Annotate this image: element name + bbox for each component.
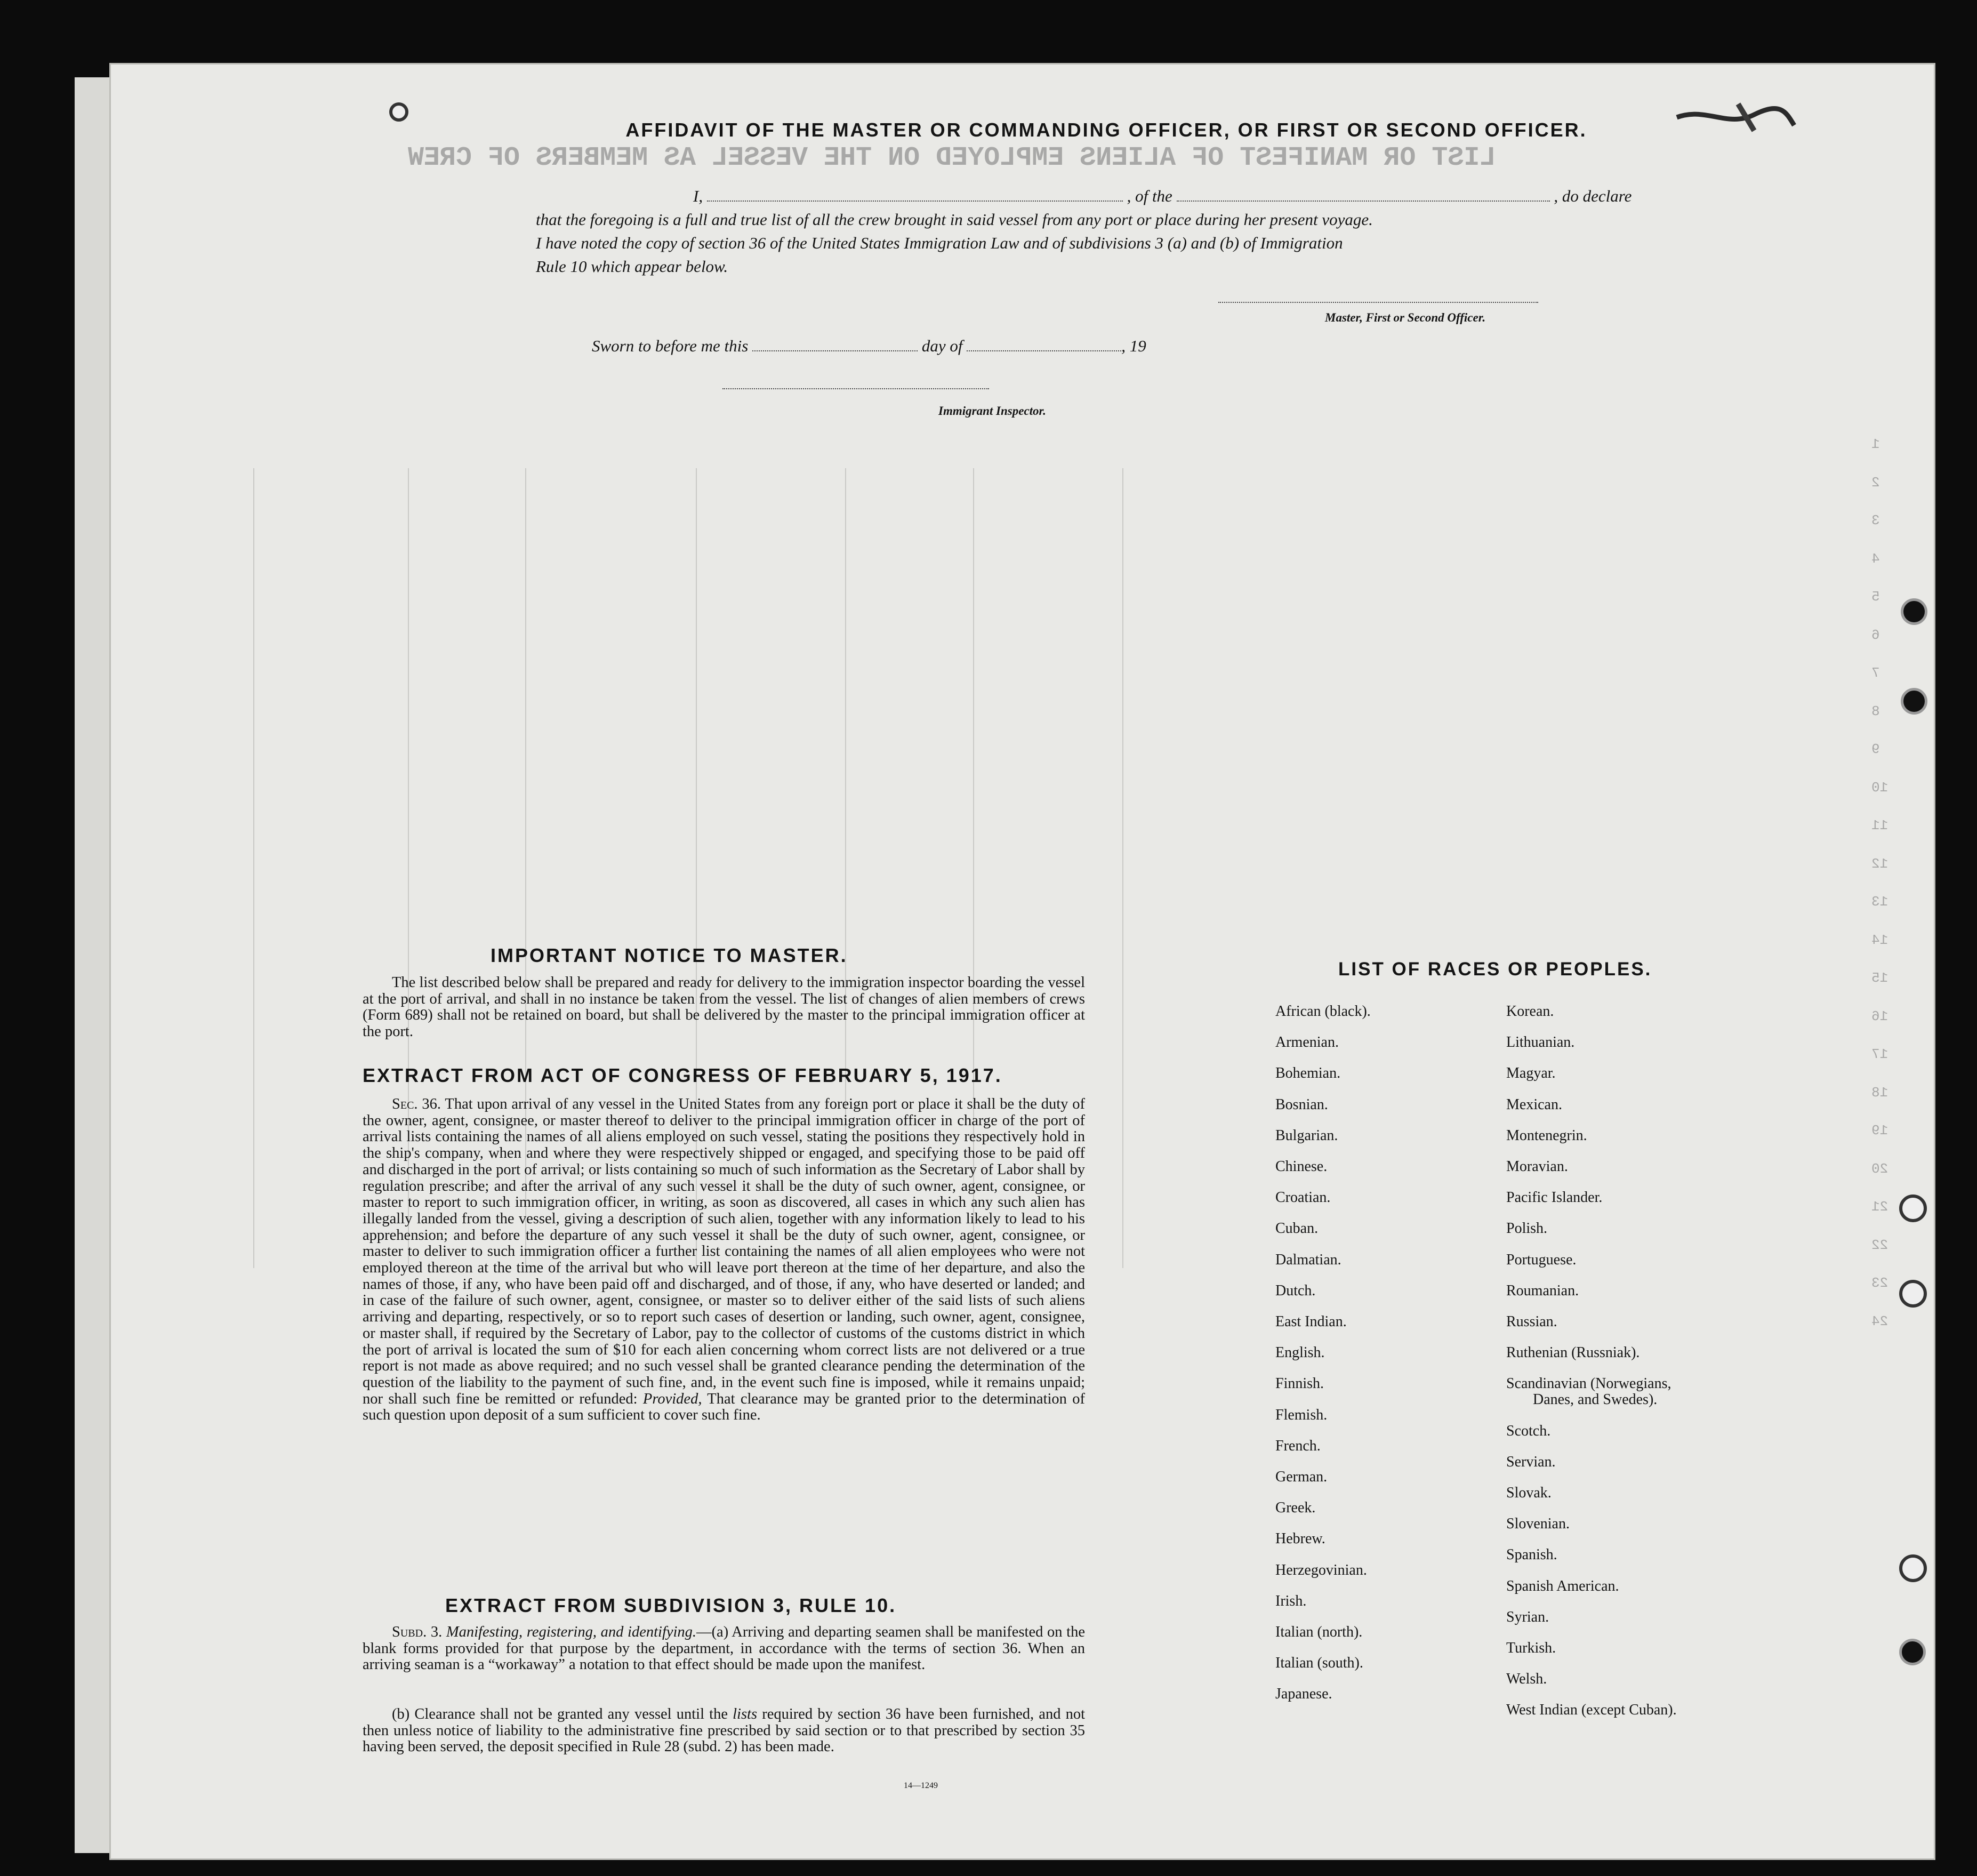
name-blank[interactable] (707, 201, 1123, 202)
race-item: Bosnian. (1275, 1096, 1328, 1113)
subd-para-b-lists: lists (733, 1706, 758, 1722)
bleed-row-number: 23 (1871, 1275, 1888, 1291)
race-item: Ruthenian (Russniak). (1506, 1344, 1640, 1361)
affidavit-title: AFFIDAVIT OF THE MASTER OR COMMANDING OFFICER, OR FIRST OR SECOND OFFICER. (625, 119, 1587, 141)
race-item: Montenegrin. (1506, 1127, 1587, 1144)
subd-heading: Manifesting, registering, and identifying. (446, 1624, 697, 1640)
sworn-year: , 19 (1121, 336, 1146, 355)
race-item: Flemish. (1275, 1406, 1328, 1423)
race-item: Dalmatian. (1275, 1251, 1341, 1268)
bleed-row-number: 7 (1871, 665, 1880, 681)
master-signature-line[interactable] (1218, 302, 1538, 303)
affidavit-line-3: I have noted the copy of section 36 of the United States Immigration Law and of subdivisions 3 (a) and (b) of Immigration (536, 234, 1343, 252)
punch-hole (1901, 598, 1927, 625)
affidavit-of-the: , of the (1127, 187, 1172, 205)
subdivision-para-b (363, 1706, 1085, 1755)
race-item: Cuban. (1275, 1220, 1319, 1237)
bleed-row-number: 11 (1871, 817, 1888, 833)
punch-hole (1899, 1554, 1927, 1582)
inspector-signature-label: Immigrant Inspector. (938, 404, 1046, 418)
notice-title: IMPORTANT NOTICE TO MASTER. (491, 944, 848, 966)
bleed-row-number: 13 (1871, 894, 1888, 910)
race-item: Syrian. (1506, 1608, 1549, 1625)
race-item: Korean. (1506, 1003, 1554, 1020)
sworn-line (592, 336, 1146, 356)
bleed-row-number: 2 (1871, 474, 1880, 491)
race-item: Italian (north). (1275, 1624, 1363, 1640)
affidavit-do-declare: , do declare (1554, 187, 1632, 205)
form-number: 14—1249 (904, 1781, 938, 1790)
race-item: Polish. (1506, 1220, 1548, 1237)
race-item: Moravian. (1506, 1158, 1568, 1175)
race-item: Welsh. (1506, 1671, 1547, 1688)
bleed-row-number: 22 (1871, 1237, 1888, 1253)
bleed-row-number: 16 (1871, 1008, 1888, 1024)
race-item: Lithuanian. (1506, 1034, 1575, 1051)
race-item: Servian. (1506, 1453, 1556, 1470)
race-item: Magyar. (1506, 1065, 1556, 1082)
punch-hole (389, 102, 408, 122)
race-item: Dutch. (1275, 1282, 1316, 1299)
binding-string (1674, 101, 1797, 133)
races-title: LIST OF RACES OR PEOPLES. (1338, 959, 1652, 980)
bleed-through-heading: LIST OR MANIFEST OF ALIENS EMPLOYED ON THE VESSEL AS MEMBERS OF CREW (408, 143, 1496, 173)
section-36-text-end: That clearance may be granted prior to the determination of such question upon deposit of a sum sufficient to cover such fine. (363, 1390, 1085, 1424)
subd-para-b-end: required by section 36 have been furnished, and not then unless notice of liability to the administrative fine prescribed by said section or to that prescribed by section 35 having been served, the deposit specified in Rule 28 (subd. 2) has been made. (363, 1706, 1086, 1755)
race-item: Roumanian. (1506, 1282, 1579, 1299)
bleed-row-number: 18 (1871, 1084, 1888, 1101)
sworn-day-of: day of (921, 336, 963, 355)
affidavit-line-1 (693, 187, 1632, 206)
master-signature-label: Master, First or Second Officer. (1325, 311, 1486, 324)
race-item: Spanish American. (1506, 1577, 1619, 1594)
subd-label: Subd. 3. (392, 1624, 443, 1640)
bleed-row-number: 10 (1871, 779, 1888, 796)
bleed-row-number: 20 (1871, 1160, 1888, 1177)
section-36-text: That upon arrival of any vessel in the United States from any foreign port or place it shall be the duty of the owner, agent, consignee, or master thereof to deliver to the principal immigration officer in charge of the port of arrival lists containing the names of all aliens employed on such vessel, stating the positions they respectively hold in the ship's company, when and where they were respectively shipped or engaged, and specifying those to be paid off and discharged in the port of arrival; or lists containing so much of such information as the Secretary of Labor shall by regulation prescribe; and after the arrival of any such vessel it shall be the duty of such owner, agent, consignee, or master to report to such immigration officer, in writing, as soon as discovered, all cases in which any such alien has illegally landed from the vessel, giving a description of such alien, together with any information likely to lead to his apprehension; and before the departure of any such vessel it shall be the duty of such owner, agent, consignee, or master to deliver to such immigration officer a further list containing the names of all alien employees who were not employed thereon at the time of the arrival but who will leave port thereon at the time of her departure, and also the names of those, if any, who have been paid off and discharged, and of those, if any, who have deserted or landed; and in case of the failure of such owner, agent, consignee, or master so to deliver either of the said lists of such aliens arriving and departing, respectively, or so to report such cases of desertion or landing, such owner, agent, consignee, or master shall, if required by the Secretary of Labor, pay to the collector of customs of the customs district in which the port of arrival is located the sum of $10 for each alien concerning whom correct lists are not delivered or a true report is not made as above required; and no such vessel shall be granted clearance pending the determination of the question of the liability to the payment of such fine, and, in the event such fine is imposed, while it remains unpaid; nor shall such fine be remitted or refunded: (363, 1096, 1085, 1407)
punch-hole (1899, 1280, 1927, 1308)
sworn-day-blank[interactable] (752, 350, 918, 351)
race-item: German. (1275, 1469, 1328, 1485)
race-item: Scotch. (1506, 1422, 1551, 1439)
bleed-row-number: 17 (1871, 1046, 1888, 1062)
bleed-row-number: 1 (1871, 436, 1880, 452)
affidavit-i: I, (693, 187, 703, 205)
race-item: Italian (south). (1275, 1655, 1363, 1672)
punch-hole (1899, 1194, 1927, 1222)
race-item: Bohemian. (1275, 1065, 1341, 1082)
bleed-row-number: 8 (1871, 703, 1880, 719)
bleed-row-number: 9 (1871, 741, 1880, 757)
race-item: Bulgarian. (1275, 1127, 1338, 1144)
race-item: Scandinavian (Norwegians, (1506, 1375, 1671, 1392)
race-item: West Indian (except Cuban). (1506, 1702, 1677, 1719)
provided-label: Provided, (642, 1390, 702, 1407)
race-item: Japanese. (1275, 1686, 1332, 1703)
race-item: English. (1275, 1344, 1325, 1361)
sworn-text: Sworn to before me this (592, 336, 749, 355)
punch-hole (1901, 688, 1927, 715)
race-item: African (black). (1275, 1003, 1371, 1020)
race-item: Danes, and Swedes). (1533, 1391, 1658, 1408)
race-item: Irish. (1275, 1592, 1307, 1609)
race-item: Portuguese. (1506, 1251, 1577, 1268)
race-item: Armenian. (1275, 1034, 1339, 1051)
affidavit-line-2: that the foregoing is a full and true list of all the crew brought in said vessel from any port or place during her present voyage. (536, 210, 1373, 229)
underlying-sheet-edge (75, 77, 112, 1853)
subdivision-title: EXTRACT FROM SUBDIVISION 3, RULE 10. (445, 1594, 897, 1616)
vessel-blank[interactable] (1177, 201, 1550, 202)
bleed-row-number: 3 (1871, 512, 1880, 528)
bleed-row-number: 12 (1871, 855, 1888, 872)
race-item: Herzegovinian. (1275, 1561, 1367, 1578)
bleed-row-number: 19 (1871, 1123, 1888, 1139)
race-item: Russian. (1506, 1313, 1557, 1330)
punch-hole (1899, 1639, 1926, 1665)
race-item: Spanish. (1506, 1546, 1557, 1564)
race-item: Greek. (1275, 1500, 1316, 1517)
bleed-row-number: 24 (1871, 1313, 1888, 1329)
subd-para-b-start: (b) Clearance shall not be granted any vessel until the (392, 1706, 728, 1722)
act-extract-title: EXTRACT FROM ACT OF CONGRESS OF FEBRUARY 5, 1917. (363, 1064, 1002, 1086)
bleed-row-number: 5 (1871, 589, 1880, 605)
race-item: Mexican. (1506, 1096, 1562, 1113)
subd-para-a-text: —(a) Arriving and departing seamen shall be manifested on the blank forms provided for that purpose by the department, in accordance with the terms of section 36. When an arriving seaman is a “workaway” a notation to that effect should be made upon the manifest. (363, 1624, 1085, 1673)
manifest-page (109, 63, 1935, 1860)
race-item: Finnish. (1275, 1375, 1324, 1392)
race-item: Slovak. (1506, 1485, 1552, 1501)
race-item: Croatian. (1275, 1189, 1331, 1206)
race-item: Pacific Islander. (1506, 1189, 1603, 1206)
race-item: Slovenian. (1506, 1516, 1570, 1533)
bleed-row-number: 21 (1871, 1199, 1888, 1215)
inspector-signature-line[interactable] (722, 388, 989, 389)
sworn-month-blank[interactable] (967, 350, 1121, 351)
race-item: Hebrew. (1275, 1530, 1325, 1548)
race-item: Turkish. (1506, 1640, 1556, 1656)
race-item: French. (1275, 1437, 1321, 1454)
race-item: East Indian. (1275, 1313, 1347, 1330)
subdivision-para-a (363, 1624, 1085, 1673)
bleed-row-number: 15 (1871, 970, 1888, 986)
race-item: Chinese. (1275, 1158, 1328, 1175)
affidavit-line-4: Rule 10 which appear below. (536, 257, 728, 276)
act-extract-text (363, 1096, 1085, 1424)
bleed-row-number: 4 (1871, 550, 1880, 567)
section-label: Sec. 36. (392, 1096, 441, 1112)
bleed-row-number: 14 (1871, 932, 1888, 948)
bleed-row-number: 6 (1871, 627, 1880, 643)
notice-text: The list described below shall be prepared and ready for delivery to the immigration inspector boarding the vessel at the port of arrival, and shall in no instance be taken from the vessel. The list of changes of alien members of crews (Form 689) shall not be retained on board, but shall be delivered by the master to the principal immigration officer at the port. (363, 974, 1085, 1040)
